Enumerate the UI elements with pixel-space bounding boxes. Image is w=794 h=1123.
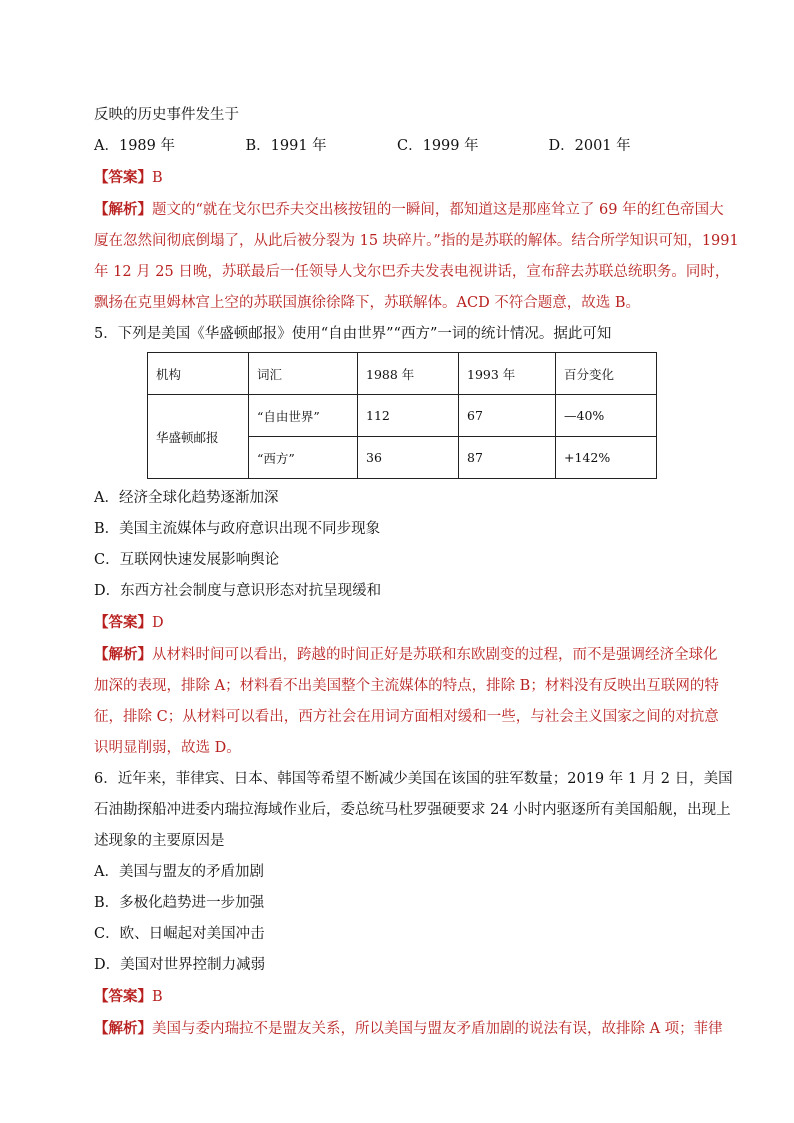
- analysis-tag: 【解析】: [94, 646, 152, 663]
- q4-option-a: A．1989 年: [94, 138, 175, 154]
- table-cell: “西方”: [249, 437, 358, 479]
- table-cell: +142%: [556, 437, 657, 479]
- q6-option-d: D．美国对世界控制力减弱: [94, 957, 266, 973]
- q6-stem-line: 6．近年来，菲律宾、日本、韩国等希望不断减少美国在该国的驻军数量；2019 年 1 月 2 日，美国: [94, 771, 733, 787]
- q5-analysis: [94, 639, 719, 764]
- q5-option-c: C．互联网快速发展影响舆论: [94, 552, 280, 568]
- table-header-cell: 机构: [148, 353, 249, 395]
- analysis-line: 美国与委内瑞拉不是盟友关系，所以美国与盟友矛盾加剧的说法有误，故排除 A 项；菲律: [152, 1021, 723, 1037]
- answer-tag: 【答案】: [94, 614, 152, 631]
- answer-value: D: [152, 615, 164, 631]
- analysis-line: 征，排除 C；从材料可以看出，西方社会在用词方面相对缓和一些，与社会主义国家之间的对抗意: [94, 709, 719, 725]
- analysis-line: 识明显削弱，故选 D。: [94, 740, 241, 756]
- table-cell: “自由世界”: [249, 395, 358, 437]
- q4-option-b: B．1991 年: [245, 138, 327, 154]
- analysis-line: 加深的表现，排除 A；材料看不出美国整个主流媒体的特点，排除 B；材料没有反映出互联网的特: [94, 678, 719, 694]
- table-header-row: [148, 353, 657, 395]
- q4-options: [94, 131, 700, 162]
- answer-value: B: [152, 170, 163, 186]
- statistics-table: [147, 352, 657, 479]
- q6-option-a: A．美国与盟友的矛盾加剧: [94, 864, 264, 880]
- table-header-cell: 1993 年: [459, 353, 556, 395]
- q4-option-d: D．2001 年: [548, 138, 631, 154]
- q6-option-b: B．多极化趋势进一步加强: [94, 895, 265, 911]
- q6-answer: [94, 981, 700, 1013]
- answer-value: B: [152, 989, 163, 1005]
- table-cell: 112: [358, 395, 459, 437]
- q6-option-c: C．欧、日崛起对美国冲击: [94, 926, 265, 942]
- table-cell: 36: [358, 437, 459, 479]
- q5-option-d: D．东西方社会制度与意识形态对抗呈现缓和: [94, 583, 382, 599]
- table-org-cell: 华盛顿邮报: [148, 395, 249, 479]
- table-cell: 67: [459, 395, 556, 437]
- analysis-tag: 【解析】: [94, 1020, 152, 1037]
- q4-answer: [94, 162, 700, 194]
- analysis-tag: 【解析】: [94, 201, 152, 218]
- analysis-line: 厦在忽然间彻底倒塌了，从此后被分裂为 15 块碎片。”指的是苏联的解体。结合所学知识可知，1991: [94, 233, 739, 249]
- q6-stem-line: 石油勘探船冲进委内瑞拉海域作业后，委总统马杜罗强硬要求 24 小时内驱逐所有美国船舰，出现上: [94, 802, 731, 818]
- q5-option-b: B．美国主流媒体与政府意识出现不同步现象: [94, 521, 381, 537]
- q4-stem-tail: 反映的历史事件发生于: [94, 107, 239, 123]
- q5-answer: [94, 607, 700, 639]
- table-cell: —40%: [556, 395, 657, 437]
- q5-stem: 5．下列是美国《华盛顿邮报》使用“自由世界”“西方”一词的统计情况。据此可知: [94, 326, 612, 342]
- analysis-line: 题文的“就在戈尔巴乔夫交出核按钮的一瞬间，都知道这是那座耸立了 69 年的红色帝国大: [152, 202, 724, 218]
- analysis-line: 年 12 月 25 日晚，苏联最后一任领导人戈尔巴乔夫发表电视讲话，宣布辞去苏联总统职务。同时，: [94, 264, 730, 280]
- q5-option-a: A．经济全球化趋势逐渐加深: [94, 490, 279, 506]
- q6-stem-line: 述现象的主要原因是: [94, 833, 225, 849]
- answer-tag: 【答案】: [94, 169, 152, 186]
- q4-analysis: [94, 194, 739, 319]
- analysis-line: 从材料时间可以看出，跨越的时间正好是苏联和东欧剧变的过程，而不是强调经济全球化: [152, 647, 718, 663]
- q4-option-c: C．1999 年: [397, 138, 479, 154]
- table-cell: 87: [459, 437, 556, 479]
- document-page: [94, 100, 739, 1045]
- table-header-cell: 百分变化: [556, 353, 657, 395]
- table-row: [148, 395, 657, 437]
- table-header-cell: 词汇: [249, 353, 358, 395]
- q6-analysis: [94, 1013, 723, 1045]
- answer-tag: 【答案】: [94, 988, 152, 1005]
- q6-stem: [94, 764, 733, 857]
- table-header-cell: 1988 年: [358, 353, 459, 395]
- analysis-line: 飘扬在克里姆林宫上空的苏联国旗徐徐降下，苏联解体。ACD 不符合题意，故选 B。: [94, 295, 641, 311]
